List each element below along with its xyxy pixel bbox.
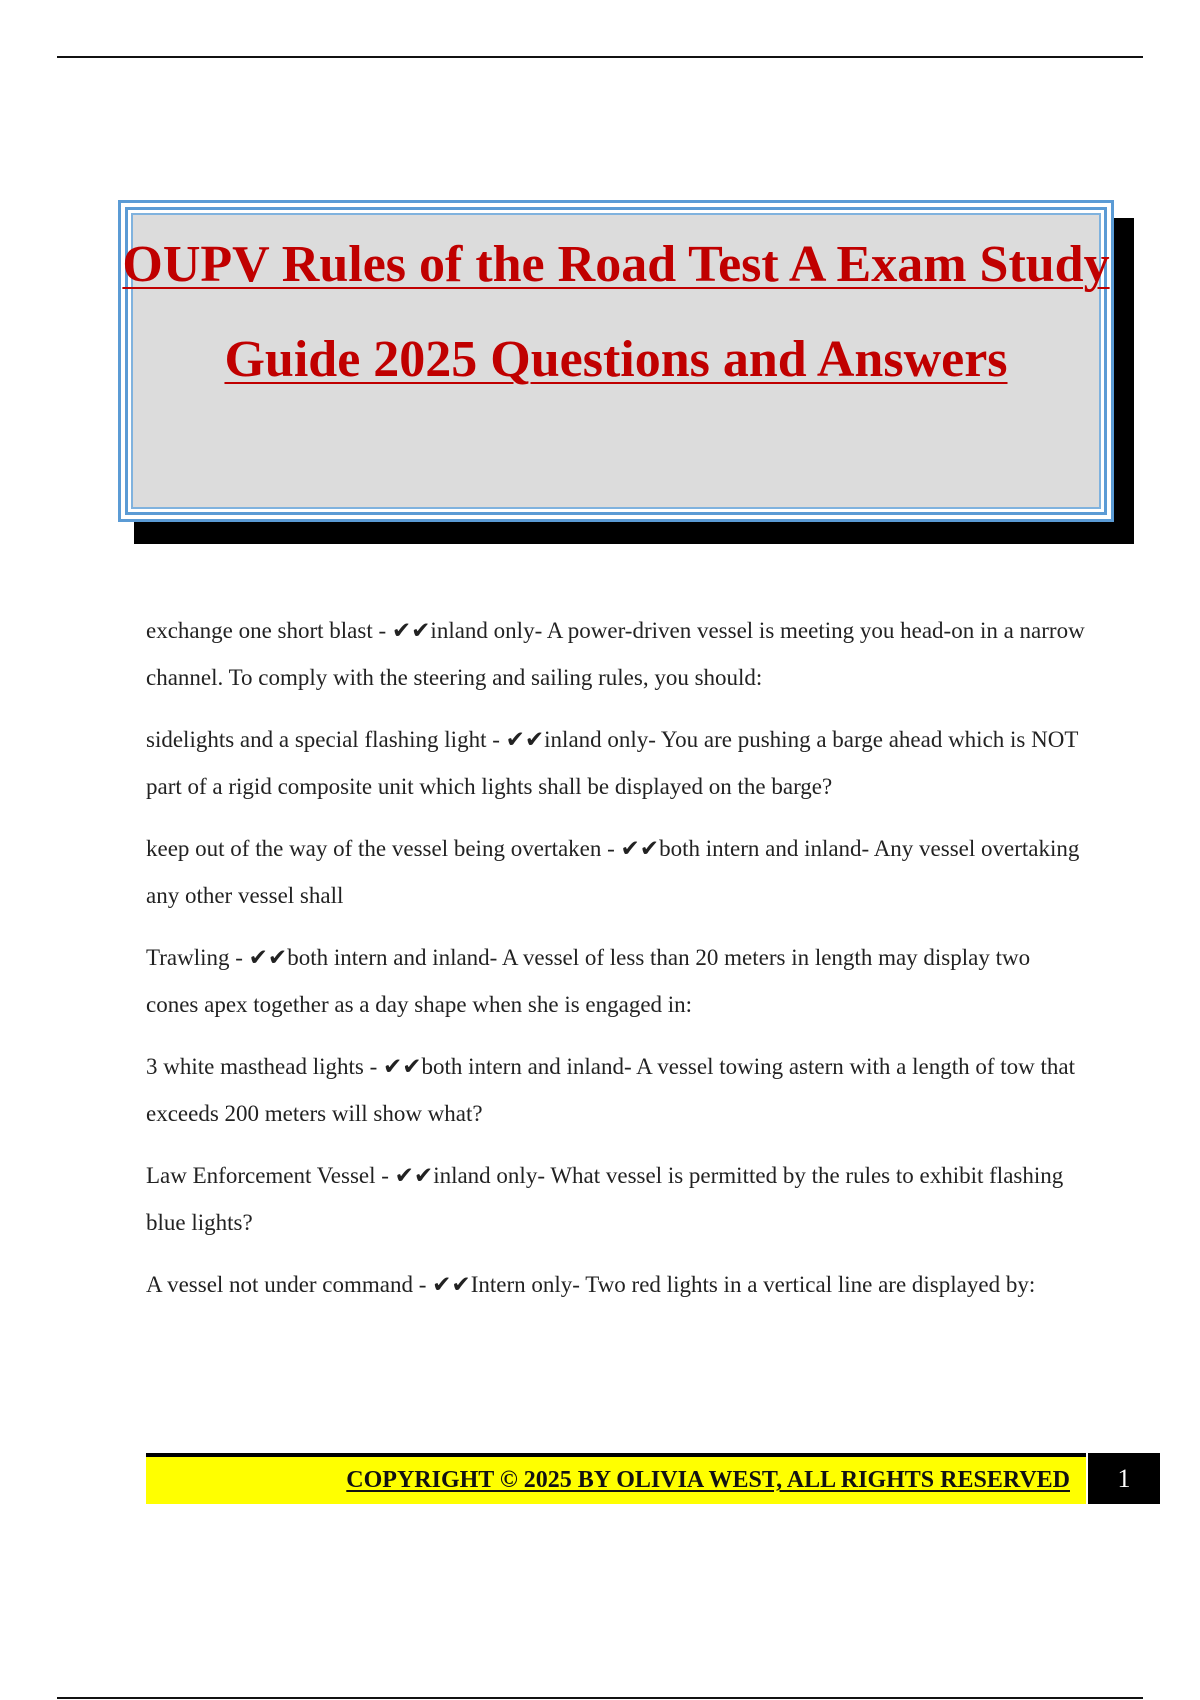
top-rule bbox=[57, 56, 1143, 58]
page-number: 1 bbox=[1088, 1453, 1160, 1504]
qa-item: Trawling - ✔✔both intern and inland- A vessel of less than 20 meters in length may display two cones apex together as a day shape when she is engaged in: bbox=[146, 945, 1031, 1017]
copyright-footer bbox=[146, 1453, 1086, 1504]
qa-list bbox=[146, 608, 1086, 1325]
document-title: OUPV Rules of the Road Test A Exam Study Guide 2025 Questions and Answers bbox=[122, 236, 1110, 388]
qa-item: exchange one short blast - ✔✔inland only- A power-driven vessel is meeting you head-on in a narrow channel. To comply with the steering and sailing rules, you should: bbox=[146, 618, 1085, 690]
qa-item: A vessel not under command - ✔✔Intern only- Two red lights in a vertical line are displayed by: bbox=[146, 1272, 1036, 1297]
bottom-rule bbox=[57, 1697, 1143, 1699]
title-box bbox=[118, 200, 1114, 522]
qa-item: keep out of the way of the vessel being overtaken - ✔✔both intern and inland- Any vessel overtaking any other vessel shall bbox=[146, 836, 1080, 908]
qa-item: Law Enforcement Vessel - ✔✔inland only- What vessel is permitted by the rules to exhibit flashing blue lights? bbox=[146, 1163, 1064, 1235]
qa-item: sidelights and a special flashing light - ✔✔inland only- You are pushing a barge ahead which is NOT part of a rigid composite unit which lights shall be displayed on the barge? bbox=[146, 727, 1078, 799]
copyright-text: COPYRIGHT © 2025 BY OLIVIA WEST, ALL RIGHTS RESERVED bbox=[346, 1467, 1070, 1493]
qa-item: 3 white masthead lights - ✔✔both intern and inland- A vessel towing astern with a length of tow that exceeds 200 meters will show what? bbox=[146, 1054, 1075, 1126]
